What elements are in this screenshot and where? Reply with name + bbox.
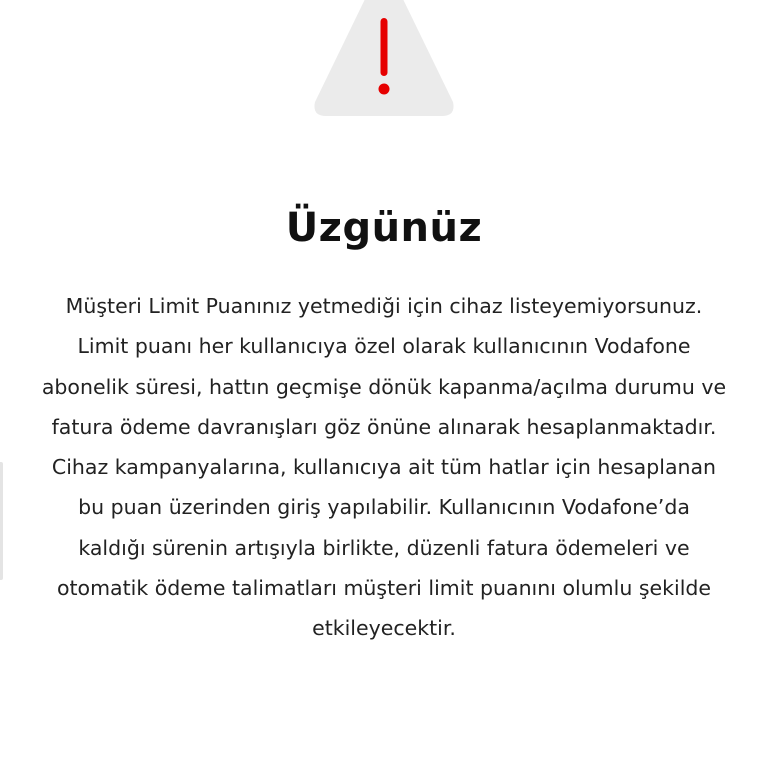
message-line: Limit puanı her kullanıcıya özel olarak kullanıcının Vodafone (77, 334, 691, 359)
message-line: otomatik ödeme talimatları müşteri limit puanını olumlu şekilde (56, 576, 712, 601)
message-line: etkileyecektir. (312, 616, 456, 641)
message-line: Cihaz kampanyalarına, kullanıcıya ait tüm hatlar için hesaplanan (51, 455, 717, 480)
dialog-message (24, 286, 744, 649)
message-line: bu puan üzerinden giriş yapılabilir. Kullanıcının Vodafone’da (78, 495, 690, 520)
exclamation-dot (379, 84, 390, 95)
warning-triangle-icon (312, 0, 456, 118)
exclamation-mark (381, 18, 388, 76)
message-line: abonelik süresi, hattın geçmişe dönük kapanma/açılma durumu ve (41, 374, 727, 399)
message-line: kaldığı sürenin artışıyla birlikte, düzenli fatura ödemeleri ve (78, 535, 690, 560)
message-line: fatura ödeme davranışları göz önüne alınarak hesaplanmaktadır. (51, 414, 717, 439)
scroll-indicator[interactable] (0, 462, 3, 580)
message-line: Müşteri Limit Puanınız yetmediği için cihaz listeyemiyorsunuz. (65, 294, 703, 318)
dialog-title: Üzgünüz (285, 205, 483, 251)
